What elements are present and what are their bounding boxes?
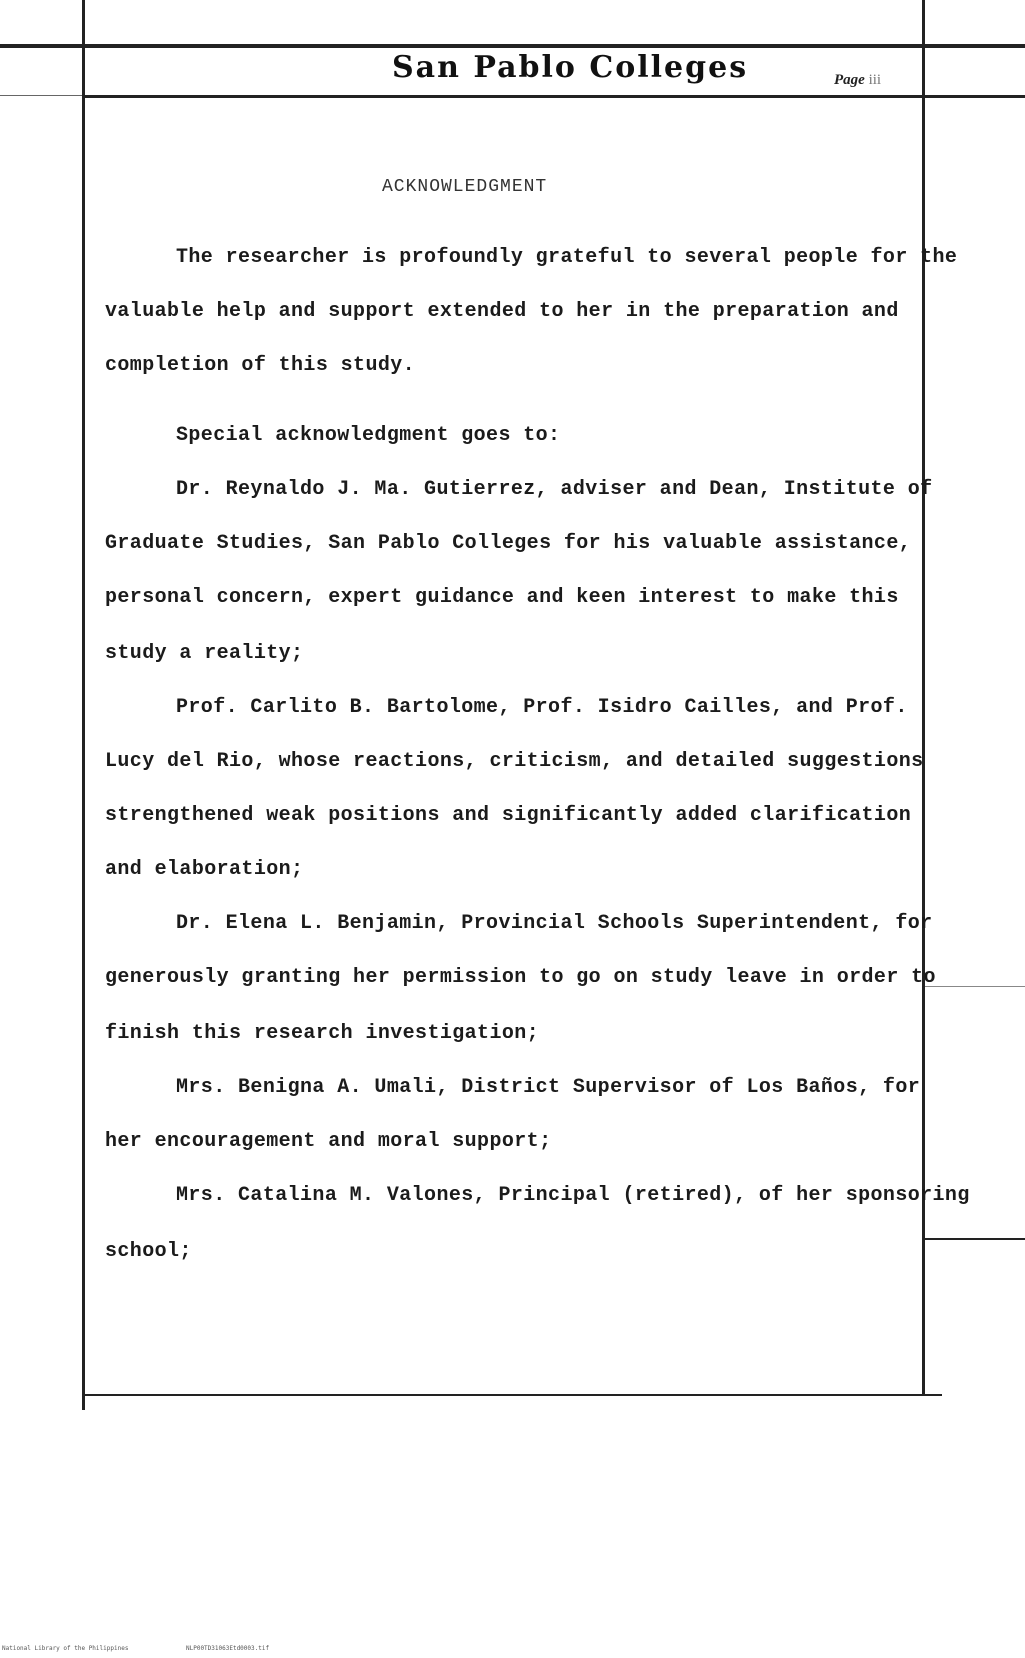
page-indicator [834, 72, 881, 89]
body-line: school; [105, 1240, 192, 1263]
left-stub-rule [0, 95, 82, 96]
right-stub-rule [925, 1238, 1025, 1240]
body-line: completion of this study. [105, 354, 416, 377]
body-line: valuable help and support extended to her in the preparation and [105, 300, 899, 323]
body-line: Dr. Elena L. Benjamin, Provincial Schools Superintendent, for [176, 912, 933, 935]
header-rule [82, 95, 1025, 98]
body-line: Mrs. Catalina M. Valones, Principal (retired), of her sponsoring [176, 1184, 970, 1207]
page-number: iii [868, 72, 882, 88]
body-line: and elaboration; [105, 858, 304, 881]
page-title: ACKNOWLEDGMENT [382, 177, 548, 197]
body-line: Prof. Carlito B. Bartolome, Prof. Isidro Cailles, and Prof. [176, 696, 908, 719]
right-stub-rule [925, 986, 1025, 987]
page-label: Page [834, 72, 865, 88]
footer-library-name: National Library of the Philippines [2, 1645, 129, 1652]
body-line: strengthened weak positions and significantly added clarification [105, 804, 912, 827]
body-line: The researcher is profoundly grateful to several people for the [176, 246, 958, 269]
bottom-rule [82, 1394, 942, 1396]
body-line: Special acknowledgment goes to: [176, 424, 561, 447]
body-line: Mrs. Benigna A. Umali, District Supervisor of Los Baños, for [176, 1076, 921, 1099]
footer-file-id: NLP00TD31063Etd0003.tif [186, 1645, 270, 1652]
body-line: finish this research investigation; [105, 1022, 540, 1045]
body-line: Lucy del Rio, whose reactions, criticism, and detailed suggestions [105, 750, 924, 773]
body-line: Graduate Studies, San Pablo Colleges for his valuable assistance, [105, 532, 912, 555]
top-rule [0, 44, 1025, 48]
body-line: personal concern, expert guidance and keen interest to make this [105, 586, 899, 609]
body-line: Dr. Reynaldo J. Ma. Gutierrez, adviser and Dean, Institute of [176, 478, 933, 501]
body-line: her encouragement and moral support; [105, 1130, 552, 1153]
left-border [82, 0, 85, 1410]
body-line: study a reality; [105, 642, 304, 665]
college-name: San Pablo Colleges [392, 50, 749, 85]
body-line: generously granting her permission to go on study leave in order to [105, 966, 936, 989]
right-stub-rule [925, 45, 1025, 47]
